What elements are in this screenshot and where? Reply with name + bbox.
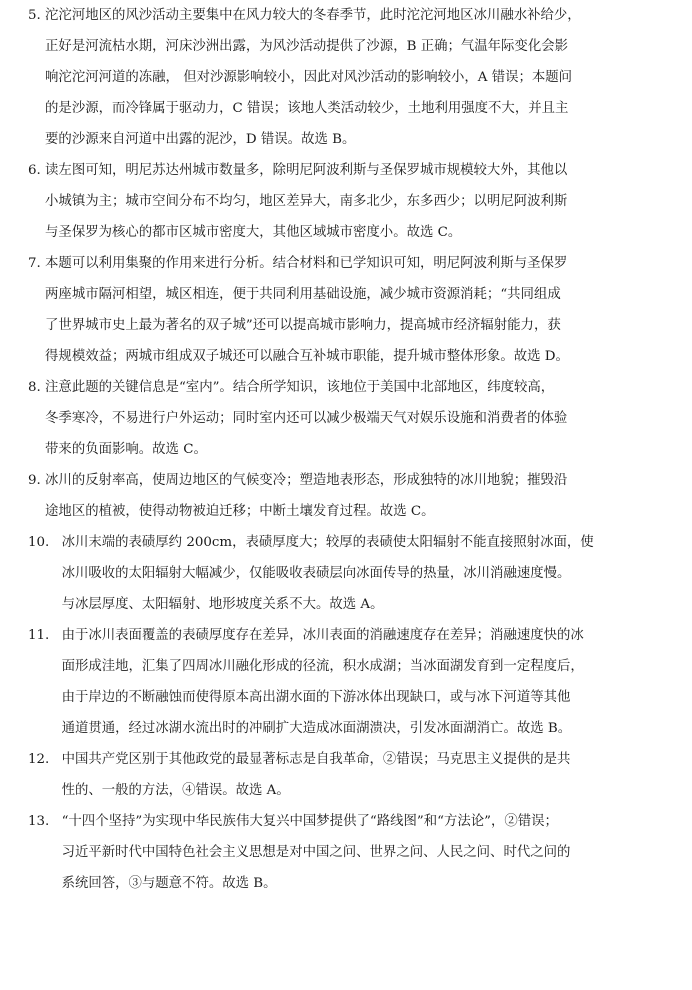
answer-text <box>54 744 678 806</box>
answer-text <box>54 620 678 744</box>
answer-item <box>28 465 678 527</box>
answer-line: 面形成洼地，汇集了四周冰川融化形成的径流，积水成湖；当冰面湖发育到一定程度后， <box>61 659 584 674</box>
answer-line: 了世界城市史上最为著名的双子城”还可以提高城市影响力，提高城市经济辐射能力，获 <box>45 318 561 333</box>
answer-line: 得规模效益；两城市组成双子城还可以融合互补城市职能，提升城市整体形象。故选 D。 <box>45 349 569 364</box>
answer-item <box>28 0 678 155</box>
answer-line: 冰川吸收的太阳辐射大幅减少，仅能吸收表碛层向冰面传导的热量，冰川消融速度慢。 <box>61 566 571 581</box>
answer-line: 途地区的植被，使得动物被迫迁移；中断土壤发育过程。故选 C。 <box>45 504 435 519</box>
answer-number: 10. <box>28 535 54 550</box>
answer-line: 冰川的反射率高，使周边地区的气候变冷；塑造地表形态，形成独特的冰川地貌；摧毁沿 <box>45 473 568 488</box>
answer-line: 系统回答，③与题意不符。故选 B。 <box>61 876 277 891</box>
answer-line: 响沱沱河河道的冻融， 但对沙源影响较小，因此对风沙活动的影响较小，A 错误；本题问 <box>45 70 573 85</box>
answer-number: 6. <box>28 163 46 178</box>
answer-list <box>28 0 678 899</box>
answer-line: 带来的负面影响。故选 C。 <box>45 442 207 457</box>
answer-item <box>28 620 678 744</box>
answer-line: 沱沱河地区的风沙活动主要集中在风力较大的冬春季节，此时沱沱河地区冰川融水补给少， <box>45 8 581 23</box>
answer-text <box>45 372 678 465</box>
answer-text <box>54 806 678 899</box>
answer-number: 7. <box>28 256 46 271</box>
answer-item <box>28 744 678 806</box>
answer-line: 读左图可知，明尼苏达州城市数量多，除明尼阿波利斯与圣保罗城市规模较大外，其他以 <box>45 163 568 178</box>
answer-item <box>28 372 678 465</box>
answer-line: 与圣保罗为核心的都市区城市密度大，其他区域城市密度小。故选 C。 <box>45 225 462 240</box>
answer-number: 8. <box>28 380 46 395</box>
answer-line: 冬季寒冷，不易进行户外运动；同时室内还可以减少极端天气对娱乐设施和消费者的体验 <box>45 411 568 426</box>
answer-item <box>28 155 678 248</box>
answer-line: 本题可以利用集聚的作用来进行分析。结合材料和已学知识可知，明尼阿波利斯与圣保罗 <box>45 256 568 271</box>
answer-line: 的是沙源，而冷锋属于驱动力，C 错误；该地人类活动较少，土地利用强度不大，并且主 <box>45 101 569 116</box>
answer-line: 冰川末端的表碛厚约 200cm，表碛厚度大；较厚的表碛使太阳辐射不能直接照射冰面，使 <box>61 535 594 550</box>
answer-line: 正好是河流枯水期，河床沙洲出露，为风沙活动提供了沙源，B 正确；气温年际变化会影 <box>45 39 568 54</box>
answer-text <box>45 0 678 155</box>
answer-line: “十四个坚持”为实现中华民族伟大复兴中国梦提供了“路线图”和“方法论”，②错误； <box>61 814 558 829</box>
answer-line: 注意此题的关键信息是“室内”。结合所学知识，该地位于美国中北部地区，纬度较高， <box>45 380 555 395</box>
answer-item <box>28 527 678 620</box>
answer-number: 12. <box>28 752 54 767</box>
answer-line: 性的、一般的方法，④错误。故选 A。 <box>61 783 290 798</box>
answer-text <box>45 465 678 527</box>
answer-text <box>45 248 678 372</box>
answer-line: 习近平新时代中国特色社会主义思想是对中国之问、世界之问、人民之问、时代之问的 <box>61 845 571 860</box>
answer-line: 由于冰川表面覆盖的表碛厚度存在差异，冰川表面的消融速度存在差异；消融速度快的冰 <box>61 628 584 643</box>
answer-text <box>54 527 678 620</box>
answer-line: 两座城市隔河相望，城区相连，便于共同利用基础设施，减少城市资源消耗；“共同组成 <box>45 287 561 302</box>
answer-item <box>28 806 678 899</box>
answer-number: 11. <box>28 628 54 643</box>
answer-line: 要的沙源来自河道中出露的泥沙，D 错误。故选 B。 <box>45 132 356 147</box>
answer-line: 与冰层厚度、太阳辐射、地形坡度关系不大。故选 A。 <box>61 597 384 612</box>
answer-text <box>45 155 678 248</box>
answer-number: 13. <box>28 814 54 829</box>
answer-line: 小城镇为主；城市空间分布不均匀，地区差异大，南多北少，东多西少；以明尼阿波利斯 <box>45 194 568 209</box>
answer-item <box>28 248 678 372</box>
answer-number: 5. <box>28 8 46 23</box>
answer-line: 中国共产党区别于其他政党的最显著标志是自我革命，②错误；马克思主义提供的是共 <box>61 752 571 767</box>
answer-line: 通道贯通，经过冰湖水流出时的冲刷扩大造成冰面湖溃决，引发冰面湖消亡。故选 B。 <box>61 721 572 736</box>
answer-number: 9. <box>28 473 46 488</box>
answer-line: 由于岸边的不断融蚀而使得原本高出湖水面的下游冰体出现缺口，或与冰下河道等其他 <box>61 690 571 705</box>
